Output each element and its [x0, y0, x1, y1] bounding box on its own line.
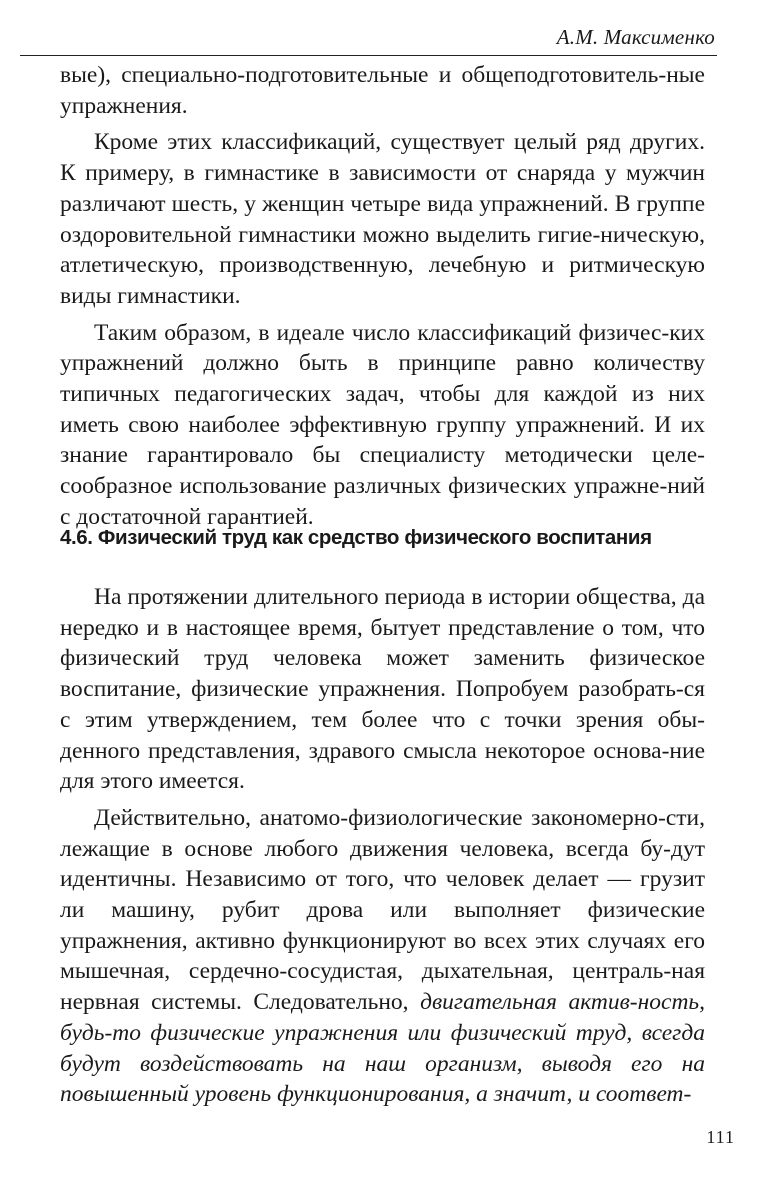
running-head-author: А.М. Максименко — [556, 25, 715, 49]
paragraph-physiology-emphasis: двигательная актив-ность, будь-то физические упражнения или физический труд, всегда будут воздействовать на наш организм, выводя его на повышенный уровень функционирования, а значит, и соответ- — [60, 989, 705, 1108]
paragraph-continuation: вые), специально-подготовительные и общеподготовитель-ные упражнения. — [60, 62, 705, 119]
header-rule — [20, 55, 717, 56]
section-heading: 4.6. Физический труд как средство физического воспитания — [60, 526, 652, 549]
text-block-top — [60, 60, 705, 533]
paragraph-conclusion: Таким образом, в идеале число классификаций физичес-ких упражнений должно быть в принципе равно количеству типичных педагогических задач, чтобы для каждой из них иметь свою наиболее эффективную группу упражнений. И их знание гарантировало бы специалисту методически целе-сообразное использование различных физических упражне-ний с достаточной гарантией. — [60, 319, 705, 530]
paragraph-labor-intro: На протяжении длительного периода в истории общества, да нередко и в настоящее время, бытует представление о том, что физический труд человека может заменить физическое воспитание, физические упражнения. Попробуем разобрать-ся с этим утверждением, тем более что с точки зрения обы-денного представления, здравого смысла некоторое основа-ние для этого имеется. — [60, 584, 705, 795]
paragraph-classifications: Кроме этих классификаций, существует целый ряд других. К примеру, в гимнастике в зависимости от снаряда у мужчин различают шесть, у женщин четыре вида упражнений. В группе оздоровительной гимнастики можно выделить гигие-ническую, атлетическую, производственную, лечебную и ритмическую виды гимнастики. — [60, 129, 705, 309]
page-number: 111 — [706, 1127, 735, 1147]
paragraph-physiology-plain: Действительно, анатомо-физиологические закономерно-сти, лежащие в основе любого движения человека, всегда бу-дут идентичны. Независимо от того, что человек делает — грузит ли машину, рубит дрова или выполняет физические упражнения, активно функционируют во всех этих случаях его мышечная, сердечно-сосудистая, дыхательная, централь-ная нервная системы. Следовательно, — [60, 804, 705, 1016]
text-block-bottom — [60, 582, 705, 1110]
paragraph-physiology — [60, 803, 705, 1110]
